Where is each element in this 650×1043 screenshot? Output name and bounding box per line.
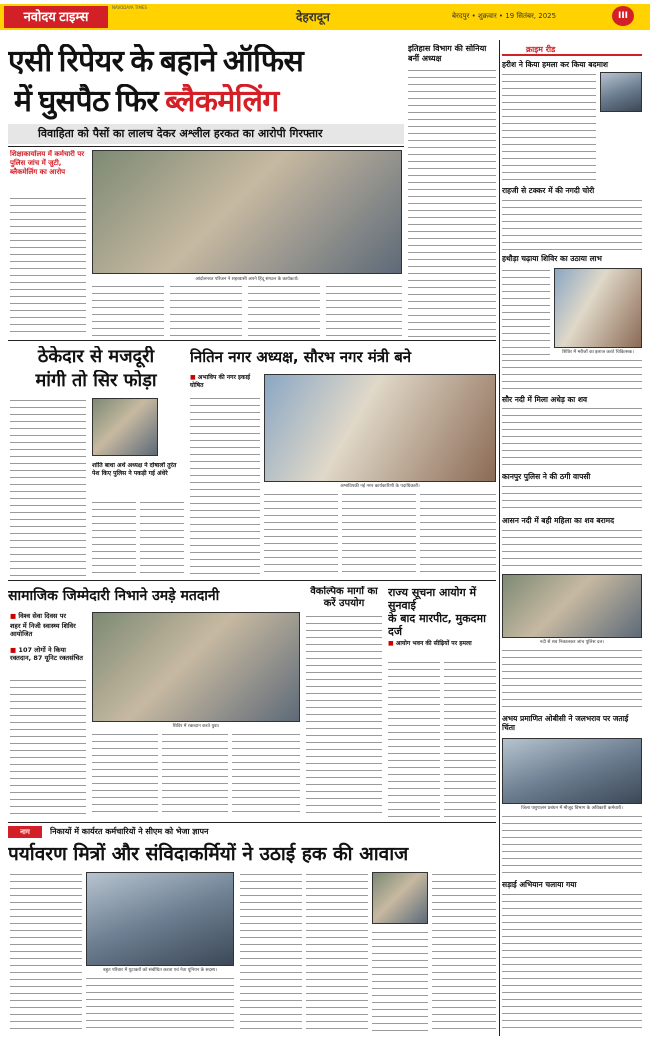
lead-body-col1 [10,196,86,336]
thekedar-headline-1: ठेकेदार से मजदूरी [37,346,155,367]
nitin-body-4 [420,492,496,576]
samajik-body-2 [92,732,158,818]
thekedar-photo [92,398,158,456]
samajik-photo-caption: शिविर में रक्तदान करते युवा। [172,724,220,729]
column-rule-right [499,40,500,1036]
crime-body-2 [502,198,642,250]
paper-tagline: NAVODAYA TIMES [112,5,148,10]
bottom-label: नाग [8,826,42,838]
crime-body-1 [502,72,596,184]
crime-head-4: सौर नदी में मिला अधेड़ का शव [502,395,588,404]
masthead [0,0,650,34]
nitin-kicker: ■ अभाविप की नगर इकाई घोषित [190,374,251,389]
samajik-sub-2: शहर में निजी स्वास्थ्य शिविर आयोजित [10,622,76,638]
crime-photo-4-caption: जिला पशुपालन प्रबंधन में मौजूद विभाग के अधिकारी कर्मचारी। [521,806,623,811]
thekedar-body-3 [140,500,184,576]
nitin-body-2 [264,492,338,576]
lead-body-col5 [326,284,402,338]
nitin-body-1 [190,396,260,576]
section-divider-2 [8,580,496,581]
lead-photo-caption: आंदोलनरत परिजन ने शहरवासी अपने हिंदू संगठन के कार्यकर्ता। [195,277,299,282]
samajik-sub-1-text: विश्व सेवा दिवस पर [18,612,67,620]
bottom-body-2 [86,976,234,1032]
nitin-kicker-text: अभाविप की नगर इकाई घोषित [190,374,251,389]
crime-head-5: कानपुर पुलिस ने की ठगी वापसी [502,472,591,481]
rajya-kicker-text: आयोग भवन की सीढ़ियों पर हमला [395,640,472,647]
crime-photo-1 [600,72,642,112]
crime-body-4 [502,358,642,392]
crime-body-9 [502,814,642,878]
crime-body-8 [502,648,642,712]
lead-divider [8,146,404,147]
crime-head-2: राहजी से टक्कर में की नगदी चोरी [502,186,595,195]
crime-photo-2 [554,268,642,348]
lead-headline-part-b: ब्लैकमेलिंग [165,85,279,118]
bottom-body-4 [306,872,368,1032]
vaikalpik-body [306,614,382,818]
crime-body-6 [502,484,642,512]
lead-side-head: शिक्षाकार्यालय में कर्मचारी पर पुलिस जांच में जुटी, ब्लैकमेलिंग का आरोप [10,150,85,176]
lead-body-col2 [92,284,164,338]
lead-headline-part-a: में घुसपैठ फिर [14,85,159,118]
bottom-photo [86,872,234,966]
nitin-headline: नितिन नगर अध्यक्ष, सौरभ नगर मंत्री बने [190,348,412,366]
samajik-body-4 [232,732,300,818]
nitin-body-3 [342,492,416,576]
history-dept-body [408,68,496,338]
paper-logo: नवोदय टाइम्स [4,6,108,28]
crime-head-8: सड़ाई अभियान चलाया गया [502,880,577,889]
section-divider-3 [8,822,496,823]
bottom-strap: निकायों में कार्यरत कर्मचारियों ने सीएम को भेजा ज्ञापन [50,827,209,836]
samajik-headline: सामाजिक जिम्मेदारी निभाने उमड़े मतदानी [8,588,220,604]
thekedar-body-1 [10,398,86,576]
bottom-body-3 [240,872,302,1032]
nitin-photo-caption: अभाविपकी नई नगर कार्यकारिणी के पदाधिकारी। [340,484,420,489]
crime-photo-4 [502,738,642,804]
samajik-body-3 [162,732,228,818]
rajya-headline-1: राज्य सूचना आयोग में सुनवाई [388,586,477,612]
samajik-sub-3: ■ 107 लोगों ने किया रक्तदान, 87 यूनिट रक्तसंचित [10,646,83,662]
thekedar-sub: शांति बाधा अर्थ अध्यक्ष ने दोषालों तुरंत पेश किए पुलिस ने पकड़ी गई अंधेरे [92,462,177,477]
samajik-sub-1: ■ विश्व सेवा दिवस पर [10,612,67,620]
crime-label: क्राइम रीड [502,44,642,56]
samajik-photo [92,612,300,722]
bottom-headline: पर्यावरण मित्रों और संविदाकर्मियों ने उठाई हक की आवाज [8,843,409,865]
crime-body-10 [502,892,642,1032]
lead-deck: विवाहिता को पैसों का लालच देकर अश्लील हरकत का आरोपी गिरफ्तार [8,124,404,144]
crime-body-7 [502,528,642,572]
crime-head-7: अभय प्रमाणित ओबीसी ने जलभराव पर जताई चिंता [502,714,629,732]
rajya-body-2 [444,660,496,818]
bottom-photo-caption: बहुत परिवार में यूटाकरों को संबोधित करता एवं नेता यूनियन के सदस्य। [103,968,217,973]
lead-body-col3 [170,284,242,338]
samajik-body-1 [10,678,86,818]
bottom-body-6 [432,872,496,1032]
history-dept-head: इतिहास विभाग की सोनिया बनीं अध्यक्ष [408,44,487,63]
crime-head-1: हरीश ने किया हमला कर किया बदमाश [502,60,609,69]
section-divider-1 [8,340,496,341]
crime-head-3: हथौड़ा चढ़ाया शिविर का उठाया लाभ [502,254,602,263]
issue-date: बेरदपुर • शुक्रवार • 19 सितंबर, 2025 [452,12,557,20]
vaikalpik-headline: वैकल्पिक मार्गों का करें उपयोग [310,586,378,609]
crime-photo-3-caption: नदी से शव निकालकर जांच पुलिस दल। [539,640,605,645]
nitin-photo [264,374,496,482]
edition-label: देहरादून [296,10,330,24]
page-number: III [612,6,634,26]
crime-photo-2-caption: शिविर में मरीजों का इलाज करते चिकित्सक। [562,350,634,355]
rajya-kicker: ■ आयोग भवन की सीढ़ियों पर हमला [388,640,472,647]
lead-body-col4 [248,284,320,338]
crime-photo-3 [502,574,642,638]
bottom-photo-2 [372,872,428,924]
samajik-sub-3-text: 107 लोगों ने किया रक्तदान, 87 यूनिट रक्तसंचित [10,646,83,662]
thekedar-body-2 [92,500,136,576]
bottom-body-1 [10,872,82,1032]
crime-body-3 [502,268,550,356]
lead-headline-line2 [14,84,408,120]
crime-head-6: आसन नदी में बही महिला का शव बरामद [502,516,615,525]
lead-photo [92,150,402,274]
bottom-body-5 [372,930,428,1032]
lead-headline-line1: एसी रिपेयर के बहाने ऑफिस [8,45,304,78]
thekedar-headline-2: मांगी तो सिर फोड़ा [35,370,157,391]
rajya-body-1 [388,660,440,818]
rajya-headline-2: के बाद मारपीट, मुकदमा दर्ज [388,612,486,638]
crime-body-5 [502,406,642,470]
